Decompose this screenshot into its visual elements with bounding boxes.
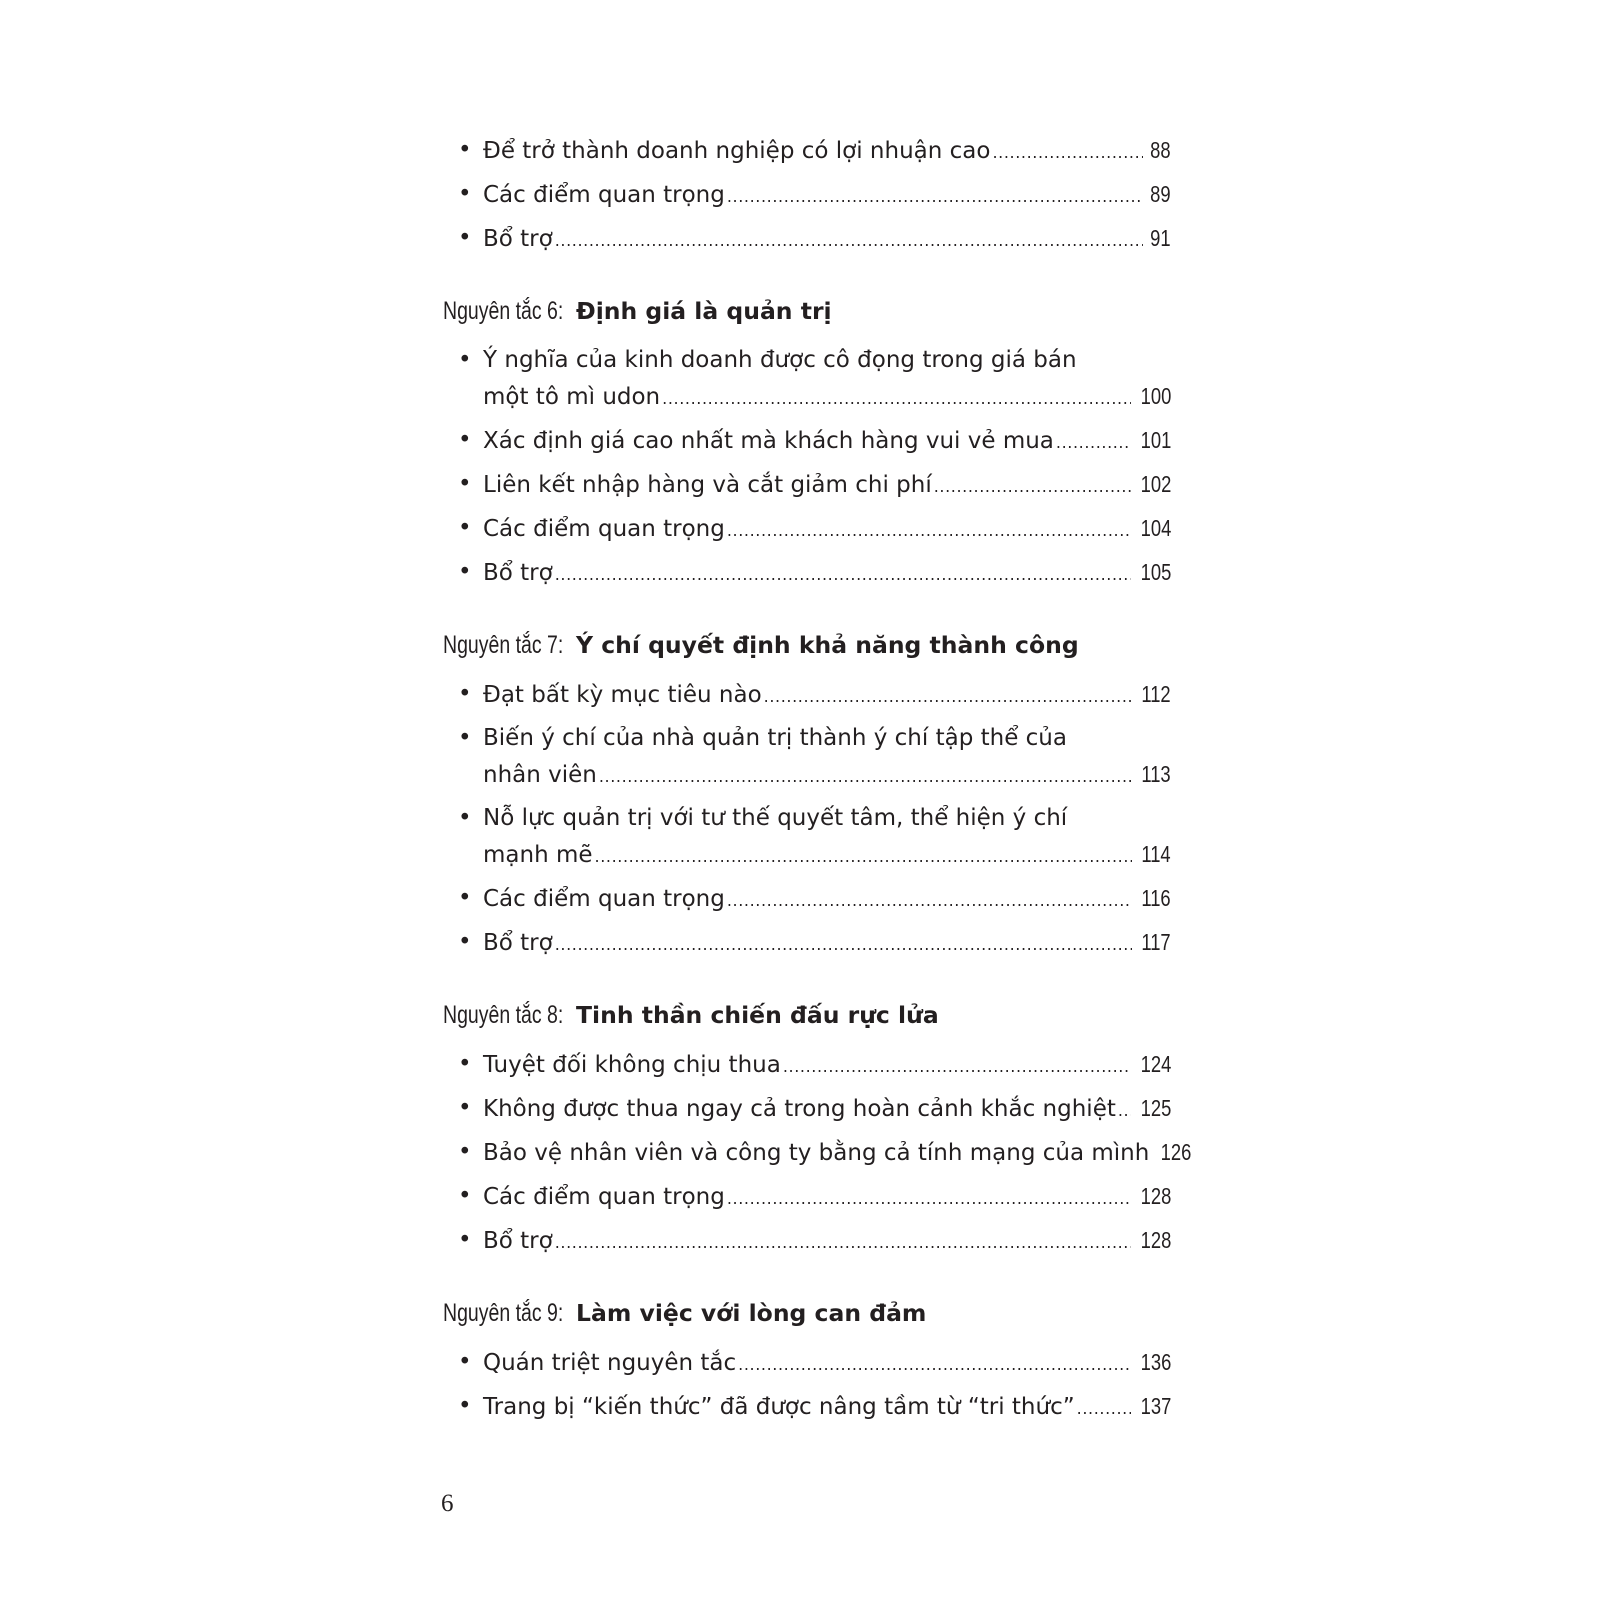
toc-entry-line xyxy=(483,924,1171,961)
section-heading xyxy=(443,988,1171,1042)
bullet-icon: • xyxy=(458,1138,472,1165)
toc-entry-text: Liên kết nhập hàng và cắt giảm chi phí xyxy=(483,471,932,498)
toc-entry xyxy=(443,462,1171,506)
toc-entry-text: Các điểm quan trọng xyxy=(483,885,725,912)
toc-page-ref: 117 xyxy=(1141,928,1171,955)
bullet-icon: • xyxy=(458,180,472,207)
toc-page-ref: 89 xyxy=(1150,180,1171,207)
section-heading xyxy=(443,1286,1171,1340)
bullet-icon: • xyxy=(458,1094,472,1121)
toc-entry-text: Bảo vệ nhân viên và công ty bằng cả tính mạng của mình xyxy=(483,1139,1150,1166)
toc-entry-text: Bổ trợ xyxy=(483,225,553,252)
toc-page-ref: 113 xyxy=(1141,760,1171,787)
toc-entry xyxy=(443,1218,1171,1262)
section-heading-title: Ý chí quyết định khả năng thành công xyxy=(576,631,1079,659)
dot-leader xyxy=(555,233,1144,249)
toc-page-ref: 105 xyxy=(1140,558,1171,585)
dot-leader xyxy=(662,391,1130,407)
bullet-icon: • xyxy=(458,224,472,251)
toc-entry-text: Nỗ lực quản trị với tư thế quyết tâm, thể hiện ý chí xyxy=(483,804,1068,831)
toc-entry-line xyxy=(483,1388,1171,1425)
dot-leader xyxy=(738,1357,1130,1373)
toc-entry-list xyxy=(443,128,1171,260)
toc-entry-text: Tuyệt đối không chịu thua xyxy=(483,1051,781,1078)
dot-leader xyxy=(727,893,1132,909)
toc-page-ref: 88 xyxy=(1150,136,1171,163)
toc-entry-text: Để trở thành doanh nghiệp có lợi nhuận cao xyxy=(483,137,991,164)
dot-leader xyxy=(727,1191,1131,1207)
toc-entry xyxy=(443,796,1171,876)
toc-entry xyxy=(443,172,1171,216)
toc-entry xyxy=(443,1042,1171,1086)
dot-leader xyxy=(1118,1103,1131,1119)
toc-entry-line xyxy=(483,378,1171,415)
bullet-icon: • xyxy=(458,1348,472,1375)
toc-entry xyxy=(443,418,1171,462)
dot-leader xyxy=(727,189,1144,205)
toc-entry-text: Ý nghĩa của kinh doanh được cô đọng trong giá bán xyxy=(483,346,1077,373)
toc-entry-text: Trang bị “kiến thức” đã được nâng tầm từ “tri thức” xyxy=(483,1393,1075,1420)
toc-entry-list xyxy=(443,338,1171,594)
bullet-icon: • xyxy=(458,1050,472,1077)
toc-entry-line xyxy=(483,1046,1171,1083)
toc-page-ref: 128 xyxy=(1140,1182,1171,1209)
toc-entry-text: Đạt bất kỳ mục tiêu nào xyxy=(483,681,762,708)
dot-leader xyxy=(555,567,1131,583)
toc-entry-line xyxy=(483,1134,1192,1171)
toc-entry-text: mạnh mẽ xyxy=(483,841,593,868)
toc-entry xyxy=(443,1384,1171,1428)
toc-page-ref: 136 xyxy=(1140,1348,1171,1375)
toc-entry-text: Bổ trợ xyxy=(483,1227,553,1254)
toc-page-ref: 91 xyxy=(1150,224,1171,251)
toc-page-ref: 128 xyxy=(1140,1226,1171,1253)
bullet-icon: • xyxy=(458,804,472,831)
toc-entry-line xyxy=(483,756,1171,793)
toc-entry-line xyxy=(483,466,1171,503)
toc-page-ref: 112 xyxy=(1141,680,1171,707)
page-number: 6 xyxy=(441,1490,454,1517)
toc-page-ref: 116 xyxy=(1141,884,1171,911)
dot-leader xyxy=(992,145,1143,161)
toc-page-ref: 102 xyxy=(1140,470,1171,497)
toc-entry-line xyxy=(483,220,1171,257)
toc-entry-line xyxy=(483,1222,1171,1259)
toc-entry-line xyxy=(483,422,1171,459)
section-heading xyxy=(443,284,1171,338)
toc-entry-line xyxy=(483,176,1171,213)
toc-entry-list xyxy=(443,672,1171,964)
bullet-icon: • xyxy=(458,1182,472,1209)
bullet-icon: • xyxy=(458,680,472,707)
section-heading-title: Định giá là quản trị xyxy=(576,297,832,325)
dot-leader xyxy=(555,937,1133,953)
toc-entry-line xyxy=(483,836,1171,873)
bullet-icon: • xyxy=(458,558,472,585)
toc-entry-line xyxy=(483,510,1171,547)
section-heading-prefix: Nguyên tắc 9: xyxy=(443,1299,564,1327)
dot-leader xyxy=(1077,1401,1131,1417)
bullet-icon: • xyxy=(458,514,472,541)
toc-entry-line xyxy=(483,132,1171,169)
toc-entry-list xyxy=(443,1042,1192,1262)
toc-entry-text: Các điểm quan trọng xyxy=(483,181,725,208)
toc-page-ref: 100 xyxy=(1140,382,1171,409)
toc-entry-text: Biến ý chí của nhà quản trị thành ý chí tập thể của xyxy=(483,724,1067,751)
toc-entry xyxy=(443,1086,1171,1130)
toc-entry xyxy=(443,506,1171,550)
toc-page-ref: 137 xyxy=(1140,1392,1171,1419)
toc-entry-text: Các điểm quan trọng xyxy=(483,1183,725,1210)
toc-entry-line xyxy=(483,1090,1171,1127)
toc-page-ref: 124 xyxy=(1140,1050,1171,1077)
toc-entry-text: Các điểm quan trọng xyxy=(483,515,725,542)
table-of-contents xyxy=(443,128,1192,1428)
toc-entry-line xyxy=(483,1178,1171,1215)
toc-entry xyxy=(443,672,1171,716)
toc-entry-text: một tô mì udon xyxy=(483,383,661,410)
dot-leader xyxy=(764,689,1133,705)
bullet-icon: • xyxy=(458,426,472,453)
toc-entry xyxy=(443,1340,1171,1384)
toc-entry xyxy=(443,338,1171,418)
bullet-icon: • xyxy=(458,136,472,163)
dot-leader xyxy=(1056,435,1131,451)
dot-leader xyxy=(934,479,1131,495)
toc-entry xyxy=(443,1130,1192,1174)
toc-entry-text: Bổ trợ xyxy=(483,559,553,586)
bullet-icon: • xyxy=(458,1226,472,1253)
section-heading-title: Làm việc với lòng can đảm xyxy=(576,1299,927,1327)
bullet-icon: • xyxy=(458,1392,472,1419)
toc-section xyxy=(443,284,1171,594)
bullet-icon: • xyxy=(458,884,472,911)
section-heading-prefix: Nguyên tắc 8: xyxy=(443,1001,564,1029)
toc-entry-text: Không được thua ngay cả trong hoàn cảnh khắc nghiệt xyxy=(483,1095,1116,1122)
toc-entry xyxy=(443,550,1171,594)
toc-entry xyxy=(443,128,1171,172)
dot-leader xyxy=(595,849,1133,865)
dot-leader xyxy=(599,769,1132,785)
toc-entry-text: Quán triệt nguyên tắc xyxy=(483,1349,737,1376)
toc-entry-text: Bổ trợ xyxy=(483,929,553,956)
toc-entry-list xyxy=(443,1340,1171,1428)
toc-entry xyxy=(443,716,1171,796)
toc-page-ref: 114 xyxy=(1141,840,1171,867)
toc-entry xyxy=(443,1174,1171,1218)
toc-page-ref: 125 xyxy=(1140,1094,1171,1121)
dot-leader xyxy=(555,1235,1131,1251)
section-heading xyxy=(443,618,1171,672)
section-heading-prefix: Nguyên tắc 7: xyxy=(443,631,564,659)
section-heading-title: Tinh thần chiến đấu rực lửa xyxy=(576,1001,939,1029)
toc-entry-line xyxy=(483,1344,1171,1381)
toc-page-ref: 126 xyxy=(1161,1138,1192,1165)
toc-section xyxy=(443,988,1192,1262)
toc-entry-text: nhân viên xyxy=(483,761,597,788)
toc-page-ref: 101 xyxy=(1140,426,1171,453)
dot-leader xyxy=(783,1059,1131,1075)
toc-entry xyxy=(443,876,1171,920)
bullet-icon: • xyxy=(458,470,472,497)
toc-section xyxy=(443,618,1171,964)
toc-entry-line xyxy=(483,676,1171,713)
bullet-icon: • xyxy=(458,346,472,373)
toc-page-ref: 104 xyxy=(1140,514,1171,541)
toc-section xyxy=(443,1286,1171,1428)
dot-leader xyxy=(727,523,1131,539)
toc-entry-text: Xác định giá cao nhất mà khách hàng vui vẻ mua xyxy=(483,427,1054,454)
bullet-icon: • xyxy=(458,724,472,751)
toc-continued-section xyxy=(443,128,1171,260)
toc-entry-line xyxy=(483,880,1171,917)
toc-entry xyxy=(443,920,1171,964)
section-heading-prefix: Nguyên tắc 6: xyxy=(443,297,564,325)
toc-entry xyxy=(443,216,1171,260)
toc-entry-line xyxy=(483,554,1171,591)
bullet-icon: • xyxy=(458,928,472,955)
